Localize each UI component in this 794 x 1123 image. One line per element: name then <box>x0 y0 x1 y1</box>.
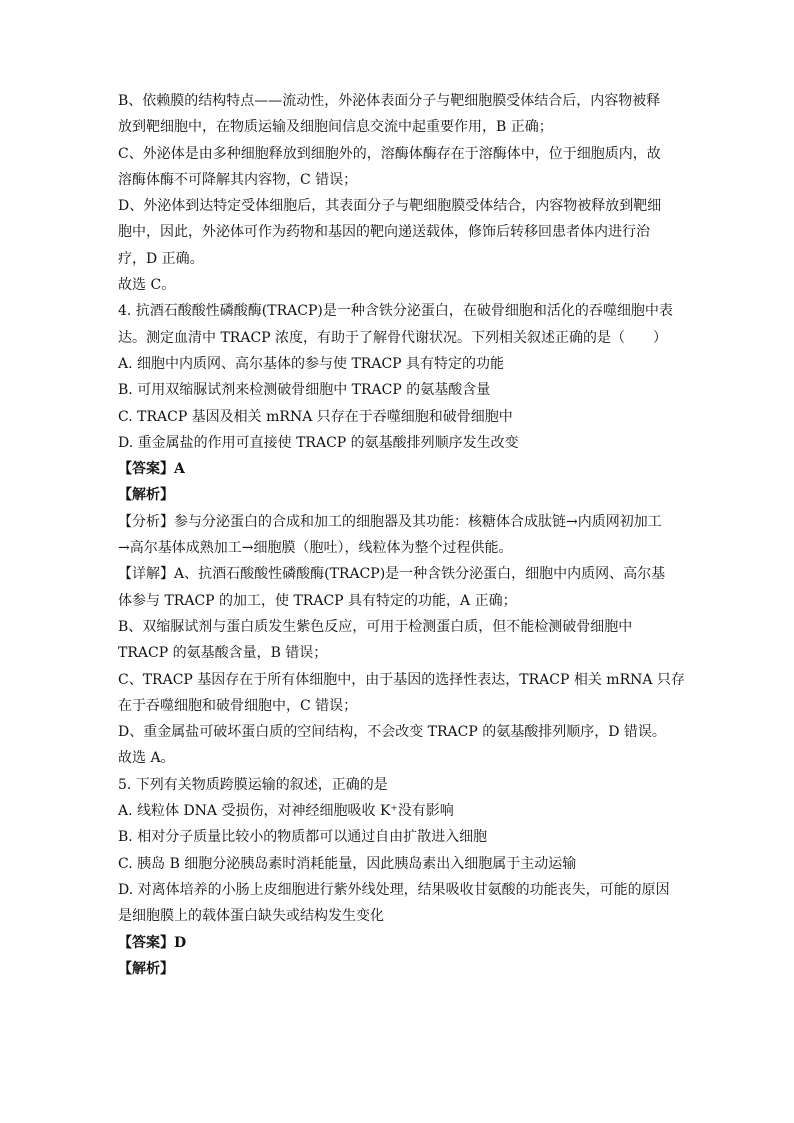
text-line: 胞中，因此，外泌体可作为药物和基因的靶向递送载体，修饰后转移回患者体内进行治 <box>118 224 650 241</box>
text-line: 【答案】D <box>118 934 187 951</box>
text-line: D、外泌体到达特定受体细胞后，其表面分子与靶细胞膜受体结合，内容物被释放到靶细 <box>118 198 662 215</box>
text-line: TRACP 的氨基酸含量，B 错误； <box>118 645 328 662</box>
text-line: A. 线粒体 DNA 受损伤，对神经细胞吸收 K⁺没有影响 <box>118 803 454 820</box>
text-line: →高尔基体成熟加工→细胞膜（胞吐），线粒体为整个过程供能。 <box>118 540 513 557</box>
text-line: 5. 下列有关物质跨膜运输的叙述，正确的是 <box>118 776 388 793</box>
text-line: 在于吞噬细胞和破骨细胞中，C 错误； <box>118 697 358 714</box>
text-line: C、外泌体是由多种细胞释放到细胞外的，溶酶体酶存在于溶酶体中，位于细胞质内，故 <box>118 145 661 162</box>
text-line: D. 对离体培养的小肠上皮细胞进行紫外线处理，结果吸收甘氨酸的功能丧失，可能的原因 <box>118 881 670 898</box>
text-line: 【解析】 <box>118 960 174 977</box>
text-line: 【解析】 <box>118 487 174 504</box>
text-line: D. 重金属盐的作用可直接使 TRACP 的氨基酸排列顺序发生改变 <box>118 434 519 451</box>
text-line: 放到靶细胞中，在物质运输及细胞间信息交流中起重要作用，B 正确； <box>118 119 553 136</box>
text-line: C、TRACP 基因存在于所有体细胞中，由于基因的选择性表达，TRACP 相关 mRNA 只存 <box>118 671 685 688</box>
text-line: B. 相对分子质量比较小的物质都可以通过自由扩散进入细胞 <box>118 829 488 846</box>
text-line: 故选 C。 <box>118 277 176 294</box>
text-line: A. 细胞中内质网、高尔基体的参与使 TRACP 具有特定的功能 <box>118 355 505 372</box>
text-line: 达。测定血清中 TRACP 浓度，有助于了解骨代谢状况。下列相关叙述正确的是（ ） <box>118 329 668 346</box>
text-line: B. 可用双缩脲试剂来检测破骨细胞中 TRACP 的氨基酸含量 <box>118 382 491 399</box>
text-line: 4. 抗酒石酸酸性磷酸酶(TRACP)是一种含铁分泌蛋白，在破骨细胞和活化的吞噬细胞中表 <box>118 303 673 320</box>
text-line: B、双缩脲试剂与蛋白质发生紫色反应，可用于检测蛋白质，但不能检测破骨细胞中 <box>118 618 633 635</box>
text-line: B、依赖膜的结构特点——流动性，外泌体表面分子与靶细胞膜受体结合后，内容物被释 <box>118 93 661 109</box>
text-line: C. TRACP 基因及相关 mRNA 只存在于吞噬细胞和破骨细胞中 <box>118 408 513 425</box>
text-line: 故选 A。 <box>118 750 175 767</box>
document-body <box>118 88 688 982</box>
text-line: 【答案】A <box>118 461 185 478</box>
text-line: D、重金属盐可破坏蛋白质的空间结构，不会改变 TRACP 的氨基酸排列顺序，D 错误。 <box>118 724 666 741</box>
text-line: C. 胰岛 B 细胞分泌胰岛素时消耗能量，因此胰岛素出入细胞属于主动运输 <box>118 855 577 872</box>
text-line: 【详解】A、抗酒石酸酸性磷酸酶(TRACP)是一种含铁分泌蛋白，细胞中内质网、高尔基 <box>118 566 666 583</box>
text-line: 【分析】参与分泌蛋白的合成和加工的细胞器及其功能：核糖体合成肽链→内质网初加工 <box>118 513 662 530</box>
text-line: 是细胞膜上的载体蛋白缺失或结构发生变化 <box>118 908 384 925</box>
text-line: 体参与 TRACP 的加工，使 TRACP 具有特定的功能，A 正确； <box>118 592 517 609</box>
text-line: 溶酶体酶不可降解其内容物，C 错误； <box>118 171 358 188</box>
text-line: 疗，D 正确。 <box>118 250 204 267</box>
